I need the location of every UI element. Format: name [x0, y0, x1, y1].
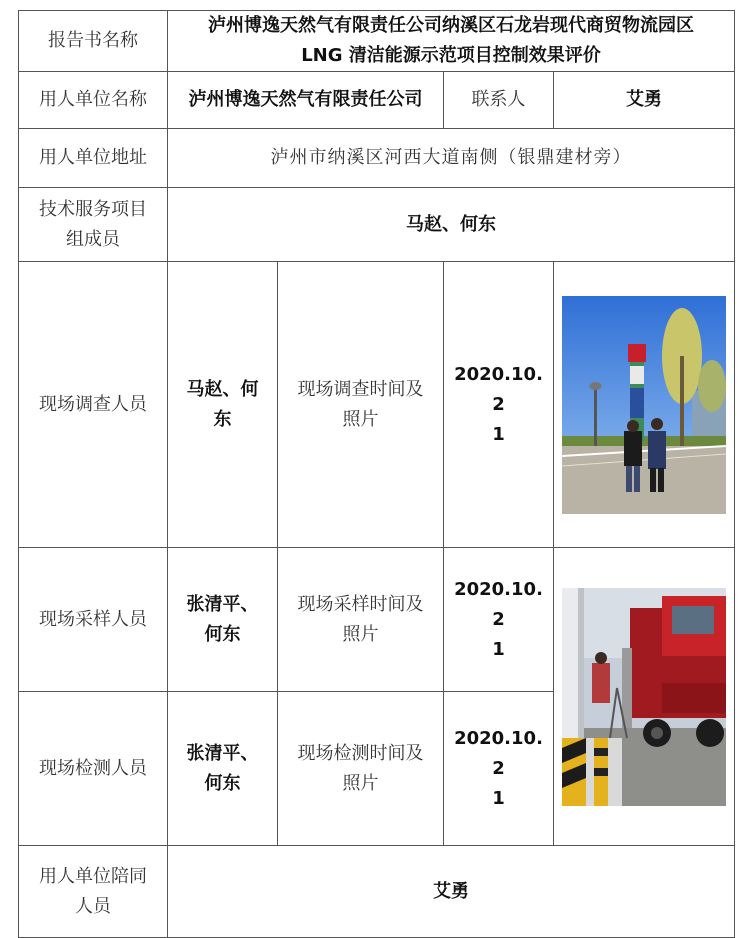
team-label-line2: 组成员: [66, 228, 120, 250]
sampling-time-label: [278, 548, 444, 692]
accompany-value: 艾勇: [168, 846, 735, 938]
row-employer: [19, 72, 735, 129]
report-title-line2: LNG 清洁能源示范项目控制效果评价: [301, 45, 601, 66]
contact-label: 联系人: [444, 72, 554, 129]
survey-names-line2: 东: [213, 408, 232, 430]
survey-time-label: [278, 262, 444, 548]
sampling-names-line2: 何东: [204, 623, 241, 645]
sampling-label: 现场采样人员: [19, 548, 168, 692]
team-label: [19, 188, 168, 262]
testing-names: [168, 692, 278, 846]
accompany-label: [19, 846, 168, 938]
sampling-date-line2: 1: [492, 638, 505, 660]
survey-photo-cell: [554, 262, 735, 548]
team-value: 马赵、何东: [168, 188, 735, 262]
testing-time-label-line1: 现场检测时间及: [297, 742, 424, 764]
testing-time-label-line2: 照片: [342, 772, 379, 794]
sampling-time-label-line1: 现场采样时间及: [297, 593, 424, 615]
testing-names-line2: 何东: [204, 772, 241, 794]
survey-time-label-line2: 照片: [342, 408, 379, 430]
row-survey: [19, 262, 735, 548]
survey-date-line2: 1: [492, 423, 505, 445]
employer-value: 泸州博逸天然气有限责任公司: [168, 72, 444, 129]
row-team: [19, 188, 735, 262]
row-sampling: [19, 548, 735, 692]
survey-label: 现场调查人员: [19, 262, 168, 548]
row-address: [19, 129, 735, 188]
survey-date-line1: 2020.10.2: [454, 363, 543, 415]
sampling-date: [444, 548, 554, 692]
testing-time-label: [278, 692, 444, 846]
testing-date-line1: 2020.10.2: [454, 727, 543, 779]
testing-names-line1: 张清平、: [186, 742, 259, 764]
report-name-label: 报告书名称: [19, 11, 168, 72]
report-table: [18, 10, 735, 938]
row-report-name: [19, 11, 735, 72]
survey-time-label-line1: 现场调查时间及: [297, 378, 424, 400]
sampling-photo: [562, 588, 726, 806]
accompany-label-line2: 人员: [75, 895, 111, 917]
address-value: 泸州市纳溪区河西大道南侧（银鼎建材旁）: [168, 129, 735, 188]
team-label-line1: 技术服务项目: [39, 198, 147, 220]
row-accompany: [19, 846, 735, 938]
accompany-label-line1: 用人单位陪同: [39, 865, 147, 887]
testing-date-line2: 1: [492, 787, 505, 809]
sampling-names-line1: 张清平、: [186, 593, 259, 615]
sampling-date-line1: 2020.10.2: [454, 578, 543, 630]
sampling-photo-cell: [554, 548, 735, 846]
address-label: 用人单位地址: [19, 129, 168, 188]
report-title: [168, 11, 735, 72]
testing-date: [444, 692, 554, 846]
survey-names: [168, 262, 278, 548]
report-title-line1: 泸州博逸天然气有限责任公司纳溪区石龙岩现代商贸物流园区: [208, 15, 694, 36]
testing-label: 现场检测人员: [19, 692, 168, 846]
survey-names-line1: 马赵、何: [186, 378, 259, 400]
employer-label: 用人单位名称: [19, 72, 168, 129]
contact-value: 艾勇: [554, 72, 735, 129]
sampling-time-label-line2: 照片: [342, 623, 379, 645]
sampling-names: [168, 548, 278, 692]
survey-photo: [562, 296, 726, 514]
survey-date: [444, 262, 554, 548]
